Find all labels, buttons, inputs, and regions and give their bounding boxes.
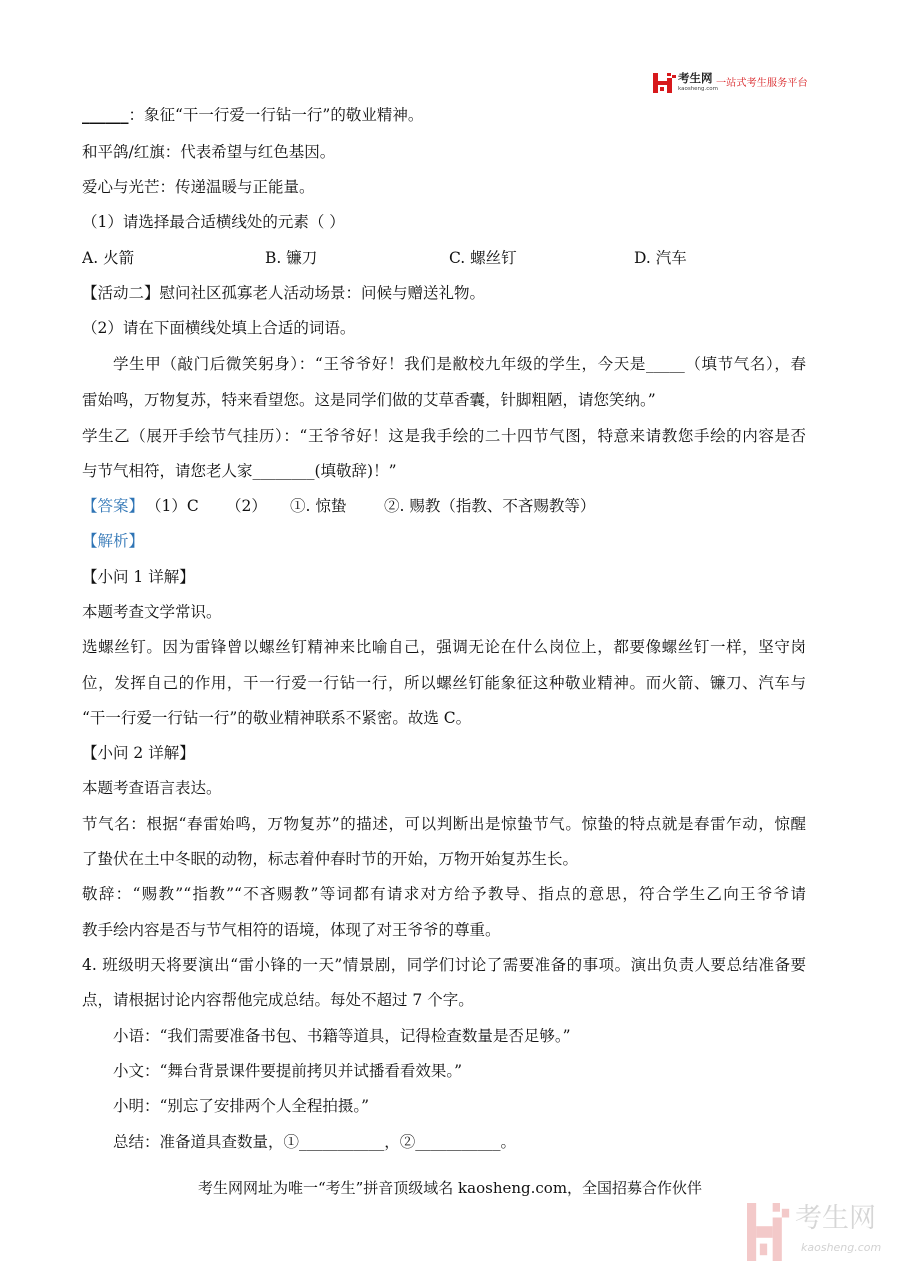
answer-blank: ______	[82, 105, 129, 124]
element-line-3: 爱心与光芒：传递温暖与正能量。	[82, 178, 315, 196]
analysis-line: 节气名：根据“春雷始鸣，万物复苏”的描述，可以判断出是惊蛰节气。惊蛰的特点就是春雷乍动，惊醒	[82, 815, 806, 833]
option-text: 螺丝钉	[470, 249, 517, 267]
logo-domain: kaosheng.com	[678, 86, 719, 92]
option-letter: D.	[634, 249, 651, 267]
answer-line	[82, 488, 806, 524]
speech-line: 小语：“我们需要准备书包、书籍等道具，记得检查数量是否足够。”	[113, 1027, 571, 1045]
option-letter: C.	[449, 249, 466, 267]
analysis-label: 【解析】	[82, 532, 145, 550]
option-d	[634, 240, 687, 276]
sub-question-1-heading: 【小问 1 详解】	[82, 568, 195, 586]
question-4-text: 4. 班级明天将要演出“雷小锋的一天”情景剧，同学们讨论了需要准备的事项。演出负责人要总结准备要	[82, 956, 806, 974]
watermark-name: 考生网	[795, 1203, 876, 1234]
speech-line: 小明：“别忘了安排两个人全程拍摄。”	[113, 1097, 370, 1115]
option-text: 火箭	[103, 249, 135, 267]
kaosheng-logo-icon	[653, 73, 677, 93]
option-text: 汽车	[655, 249, 687, 267]
option-a	[82, 240, 134, 276]
logo-name: 考生网	[678, 71, 713, 85]
answer-blank-2: ②. 赐教（指教、不吝赐教等）	[384, 497, 596, 515]
analysis-line: 本题考查文学常识。	[82, 603, 222, 621]
sub-question-2-heading: 【小问 2 详解】	[82, 744, 195, 762]
answer-blank-1: ①. 惊蛰	[290, 497, 347, 515]
analysis-line: 本题考查语言表达。	[82, 779, 222, 797]
answer-part-1: （1）C	[146, 497, 199, 515]
dialogue-line: 学生甲（敲门后微笑躬身）：“王爷爷好！我们是敝校九年级的学生，今天是_____（填节气名），春	[113, 355, 806, 373]
option-letter: B.	[265, 249, 282, 267]
analysis-line: 敬辞：“赐教”“指教”“不吝赐教”等词都有请求对方给予教导、指点的意思，符合学生乙向王爷爷请	[82, 885, 806, 903]
question-2-prompt: （2）请在下面横线处填上合适的词语。	[82, 319, 356, 337]
option-letter: A.	[82, 249, 99, 267]
analysis-line: 教手绘内容是否与节气相符的语境，体现了对王爷爷的尊重。	[82, 921, 501, 939]
element-line-1-text: ：象征“干一行爱一行钻一行”的敬业精神。	[128, 106, 424, 124]
analysis-line: 选螺丝钉。因为雷锋曾以螺丝钉精神来比喻自己，强调无论在什么岗位上，都要像螺丝钉一样，坚守岗	[82, 638, 806, 656]
watermark-domain: kaosheng.com	[801, 1241, 882, 1254]
element-line-2: 和平鸽/红旗：代表希望与红色基因。	[82, 143, 336, 161]
watermark-logo-icon	[747, 1203, 791, 1261]
logo-slogan: 一站式考生服务平台	[716, 78, 808, 89]
dialogue-line: 雷始鸣，万物复苏，特来看望您。这是同学们做的艾草香囊，针脚粗陋，请您笑纳。”	[82, 391, 656, 409]
option-text: 镰刀	[286, 249, 318, 267]
question-1-options	[82, 240, 806, 276]
option-c	[449, 240, 517, 276]
option-b	[265, 240, 317, 276]
page-footer: 考生网网址为唯一“考生”拼音顶级域名 kaosheng.com，全国招募合作伙伴	[197, 1179, 703, 1197]
answer-part-2: （2）	[226, 497, 267, 515]
analysis-line: 位，发挥自己的作用，干一行爱一行钻一行，所以螺丝钉能象征这种敬业精神。而火箭、镰刀、汽车与	[82, 674, 806, 692]
activity-2-heading: 【活动二】慰问社区孤寡老人活动场景：问候与赠送礼物。	[82, 284, 486, 302]
question-4-text: 点，请根据讨论内容帮他完成总结。每处不超过 7 个字。	[82, 991, 474, 1009]
speech-line: 小文：“舞台背景课件要提前拷贝并试播看看效果。”	[113, 1062, 463, 1080]
answer-label: 【答案】	[82, 497, 145, 515]
analysis-line: 了蛰伏在土中冬眠的动物，标志着仲春时节的开始，万物开始复苏生长。	[82, 850, 579, 868]
dialogue-line: 学生乙（展开手绘节气挂历）：“王爷爷好！这是我手绘的二十四节气图，特意来请教您手绘的内容是否	[82, 427, 806, 445]
summary-line: 总结：准备道具查数量，①___________，②___________。	[113, 1133, 517, 1151]
element-line-1	[82, 97, 806, 133]
question-1-prompt: （1）请选择最合适横线处的元素（ ）	[82, 213, 345, 231]
dialogue-line: 与节气相符，请您老人家________(填敬辞)！”	[82, 462, 397, 480]
analysis-line: “干一行爱一行钻一行”的敬业精神联系不紧密。故选 C。	[82, 709, 472, 727]
